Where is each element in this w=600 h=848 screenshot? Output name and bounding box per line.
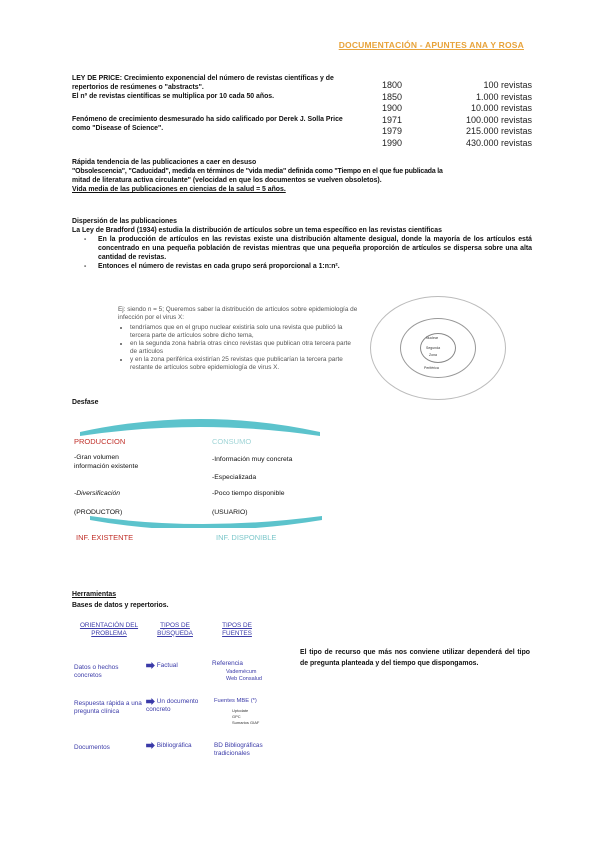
tools-row2-search-label: Un documento concreto [146,698,199,713]
year-label: 1800 [382,80,403,90]
price-desc-line2: como "Disease of Science". [72,125,164,132]
consumer-label: (USUARIO) [212,509,248,516]
consumer-item-time: -Poco tiempo disponible [212,490,285,497]
dispersion-section [72,217,532,271]
producer-label: (PRODUCTOR) [74,509,123,516]
arrow-icon [146,662,155,669]
tools-row3-search-label: Bibliográfica [156,742,192,750]
tools-row1-source-a: Referencia [212,660,243,667]
existing-info-label: INF. EXISTENTE [76,533,134,542]
journal-count: 10.000 revistas [470,103,532,113]
circle-label-zone: Zona [429,353,437,357]
price-growth-line: El nº de revistas científicas se multiplica por 10 cada 50 años. [72,93,275,100]
circle-label-nuclear: Nuclear [426,336,439,340]
example-intro: Ej: siendo n = 5; Queremos saber la distribución de artículos sobre epidemiología de infección por el virus X: [118,306,358,321]
tools-subtitle: Bases de datos y repertorios. [72,602,169,609]
tools-header-search: TIPOS DE BÚSQUEDA [157,622,193,637]
obsolescence-line1: "Obsolescencia", "Caducidad", medida en términos de "vida media" definida como "Tiempo en el que fue publicada la [72,168,443,175]
top-arc-arrow [80,419,320,436]
producer-item-volume: -Gran volumen información existente [74,454,139,470]
tools-row1-source-b: Vademécum [226,669,257,675]
obsolescence-line2: mitad de literatura activa circulante" (velocidad en que los documentos se vuelven obsoletos). [72,177,382,184]
year-label: 1971 [382,114,403,125]
year-label: 1990 [382,137,403,148]
dispersion-bullet-2: - Entonces el número de revistas en cada grupo será proporcional a 1:n:n². [72,262,532,271]
tools-note: El tipo de recurso que más nos conviene utilizar dependerá del tipo de pregunta planteada y del tiempo que dispongamos. [300,649,530,667]
journal-count: 1.000 revistas [475,91,532,102]
tools-row1-problem: Datos o hechos concretos [74,664,119,679]
tools-header-orientation: ORIENTACIÓN DEL PROBLEMA [79,622,139,637]
tools-row2-source-b: Uptodate [232,708,249,713]
journal-count: 100.000 revistas [465,114,532,125]
tools-row1-search [146,662,178,670]
tools-row2-source-c: GPC [232,714,241,719]
journal-count: 430.000 revistas [465,137,532,148]
price-title-line2: repertorios de resúmenes o "abstracts". [72,84,204,91]
consumption-header: CONSUMO [212,437,252,446]
example-item-nuclear: • tendríamos que en el grupo nuclear existiría solo una revista que publicó la tercera parte de artículos sobre dicho tema, [130,324,358,340]
dispersion-bullet-1: - En la producción de artículos en las revistas existe una distribución altamente desigual, donde la mayoría de los artículos está concentrado en una pequeña población de revistas mientras que una pequeña proporción de artículos se dispersa sobre una alta cantidad de revistas. [72,235,532,262]
year-label: 1979 [382,126,403,136]
production-header: PRODUCCION [74,437,126,446]
tools-row3-problem: Documentos [74,744,110,751]
tools-title: Herramientas [72,591,117,598]
consumer-item-concrete: -Información muy concreta [212,456,293,463]
year-row [382,126,532,138]
year-label: 1900 [382,103,403,113]
price-section [72,74,378,133]
price-years-table [382,80,532,149]
producer-item-diversification: -Diversificación [74,490,121,497]
year-row [382,92,532,104]
year-row [382,80,532,92]
circle-label-peripheral: Periférica [424,366,439,370]
bradford-example [118,306,358,372]
tools-row2-search [146,698,206,713]
dispersion-title: Dispersión de las publicaciones [72,218,177,225]
desfase-title: Desfase [72,399,99,406]
journal-count: 100 revistas [483,80,532,90]
arrow-icon [146,698,155,705]
year-row [382,138,532,150]
obsolescence-title: Rápida tendencia de las publicaciones a caer en desuso [72,159,257,166]
example-item-second: • en la segunda zona habría otras cinco revistas que publican otra tercera parte de artículos [130,340,358,356]
price-desc-line1: Fenómeno de crecimiento desmesurado ha sido calificado por Derek J. Solla Price [72,116,343,123]
available-info-label: INF. DISPONIBLE [216,533,277,542]
arrow-icon [146,742,155,749]
tools-row3-search [146,742,192,750]
tools-row2-problem: Respuesta rápida a una pregunta clínica [74,700,142,715]
consumer-item-specialized: -Especializada [212,474,257,481]
tools-row1-search-label: Factual [156,662,178,670]
tools-row2-source-a: Fuentes MBE (*) [214,698,257,704]
journal-count: 215.000 revistas [465,126,532,136]
circle-label-second: Segunda [426,346,441,350]
obsolescence-half-life: Vida media de las publicaciones en ciencias de la salud = 5 años. [72,186,286,193]
tools-row3-source-a: BD Bibliográficas tradicionales [214,742,263,757]
bottom-arc-arrow [90,516,322,528]
tools-row2-source-d: Sumarios GIAF [232,720,260,725]
price-title-line1: LEY DE PRICE: Crecimiento exponencial del número de revistas científicas y de [72,75,334,82]
bradford-circles-diagram [370,296,506,400]
year-row [382,103,532,115]
obsolescence-section [72,158,532,194]
year-label: 1850 [382,91,403,102]
dispersion-intro: La Ley de Bradford (1934) estudia la distribución de artículos sobre un tema específico en las revistas científicas [72,227,442,234]
example-item-peripheral: • y en la zona periférica existirían 25 revistas que publicarían la tercera parte restante de artículos sobre epidemiología de virus X. [130,356,358,372]
tools-header-sources: TIPOS DE FUENTES [222,622,252,637]
year-row [382,115,532,127]
page-header: DOCUMENTACIÓN - APUNTES ANA Y ROSA [338,40,524,50]
tools-row1-source-c: Web Consalud [226,676,262,682]
